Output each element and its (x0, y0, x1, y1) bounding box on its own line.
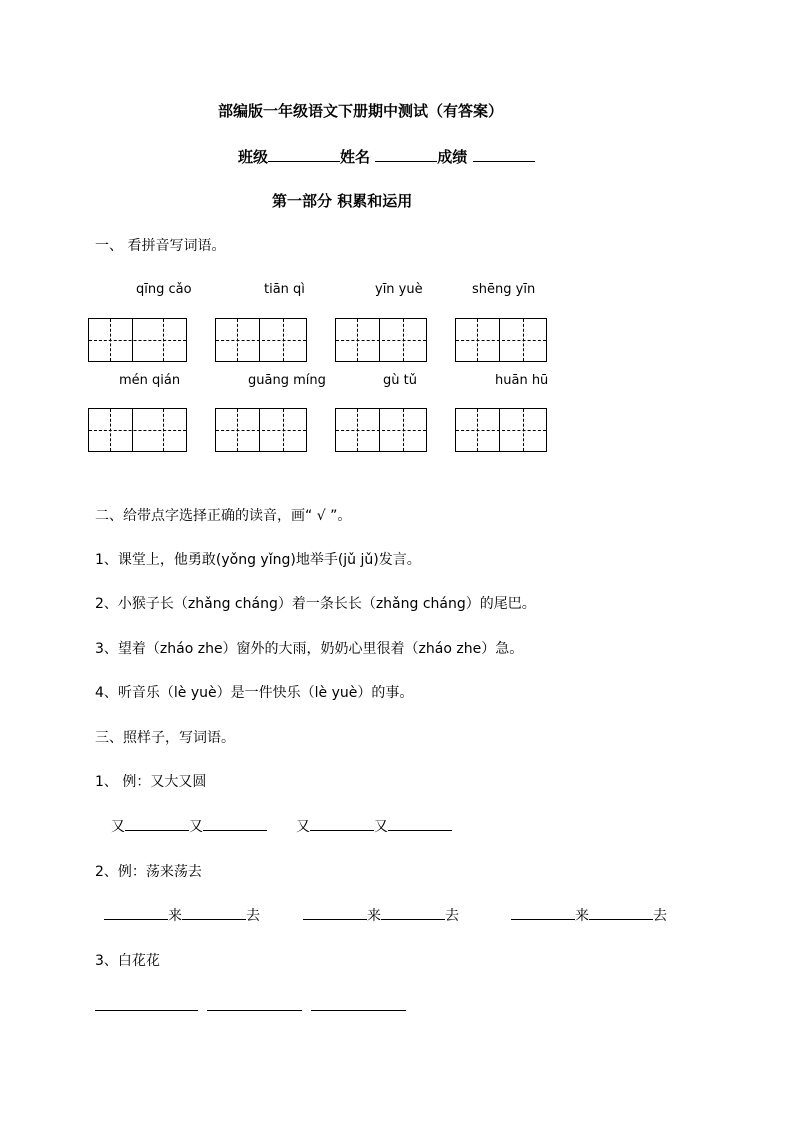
question-1: 1、课堂上，他勇敢(yǒng yǐng)地举手(jǔ jǔ)发言。 (95, 552, 421, 568)
answer-blank[interactable] (511, 905, 575, 920)
grid-cell (216, 319, 260, 361)
example-1: 1、 例：又大又圆 (95, 774, 207, 790)
grid-cell (456, 319, 500, 361)
pinyin-label: shēng yīn (472, 282, 536, 297)
part-title: 第一部分 积累和运用 (272, 192, 413, 210)
question-2: 2、小猴子长（zhǎng cháng）着一条长长（zhǎng cháng）的尾巴。 (95, 596, 536, 612)
lai-char: 来 (168, 908, 182, 924)
pinyin-label: tiān qì (264, 282, 305, 297)
grid-cell (382, 409, 426, 451)
answer-blank[interactable] (203, 816, 267, 831)
lai-char: 来 (575, 908, 589, 924)
pinyin-label: mén qián (119, 373, 181, 388)
section2-heading: 二、给带点字选择正确的读音，画“ √ ”。 (95, 508, 352, 524)
pinyin-label: qīng cǎo (136, 282, 192, 297)
grid-cell (89, 319, 133, 361)
grid-cell (142, 409, 186, 451)
name-label: 姓名 (340, 148, 371, 166)
pattern-2-answer-c (511, 905, 667, 925)
qu-char: 去 (653, 908, 667, 924)
you-char: 又 (189, 819, 203, 835)
writing-grid[interactable] (335, 318, 427, 362)
writing-grid[interactable] (455, 318, 547, 362)
writing-grid[interactable] (335, 408, 427, 452)
class-blank[interactable] (268, 147, 340, 162)
question-4: 4、听音乐（lè yuè）是一件快乐（lè yuè）的事。 (95, 685, 414, 701)
grid-cell (336, 409, 380, 451)
you-char: 又 (111, 819, 125, 835)
score-blank[interactable] (473, 147, 535, 162)
pattern-2-answer-a (104, 905, 260, 925)
answer-blank[interactable] (388, 816, 452, 831)
pinyin-label: gù tǔ (383, 373, 417, 388)
grid-cell (382, 319, 426, 361)
you-char: 又 (374, 819, 388, 835)
section1-heading: 一、 看拼音写词语。 (95, 238, 226, 254)
answer-blank[interactable] (125, 816, 189, 831)
answer-blank[interactable] (589, 905, 653, 920)
grid-cell (89, 409, 133, 451)
answer-blank[interactable] (381, 905, 445, 920)
qu-char: 去 (246, 908, 260, 924)
class-label: 班级 (238, 148, 269, 166)
grid-cell (262, 319, 306, 361)
name-blank[interactable] (375, 147, 437, 162)
answer-blank[interactable] (303, 905, 367, 920)
section3-heading: 三、照样子，写词语。 (95, 730, 235, 746)
writing-grid[interactable] (215, 318, 307, 362)
student-info-line (238, 146, 535, 167)
grid-cell (502, 319, 546, 361)
writing-grid[interactable] (215, 408, 307, 452)
grid-cell (456, 409, 500, 451)
grid-cell (216, 409, 260, 451)
writing-grid[interactable] (455, 408, 547, 452)
pattern-2-answer-b (303, 905, 459, 925)
answer-line[interactable] (311, 1010, 406, 1011)
you-char: 又 (296, 819, 310, 835)
writing-grid[interactable] (88, 318, 187, 362)
qu-char: 去 (445, 908, 459, 924)
page-title: 部编版一年级语文下册期中测试（有答案） (218, 102, 504, 120)
lai-char: 来 (367, 908, 381, 924)
example-3: 3、白花花 (95, 953, 160, 969)
grid-cell (502, 409, 546, 451)
answer-line[interactable] (207, 1010, 302, 1011)
pinyin-label: guāng míng (248, 373, 326, 388)
answer-blank[interactable] (182, 905, 246, 920)
answer-line[interactable] (95, 1010, 198, 1011)
answer-blank[interactable] (310, 816, 374, 831)
pinyin-label: huān hū (495, 373, 549, 388)
question-3: 3、望着（zháo zhe）窗外的大雨，奶奶心里很着（zháo zhe）急。 (95, 641, 524, 657)
grid-cell (336, 319, 380, 361)
pattern-1-answer-b (296, 816, 452, 836)
grid-cell (262, 409, 306, 451)
pattern-1-answer-a (111, 816, 267, 836)
score-label: 成绩 (437, 148, 468, 166)
grid-cell (142, 319, 186, 361)
example-2: 2、例：荡来荡去 (95, 864, 202, 880)
answer-blank[interactable] (104, 905, 168, 920)
writing-grid[interactable] (88, 408, 187, 452)
pinyin-label: yīn yuè (375, 282, 423, 297)
